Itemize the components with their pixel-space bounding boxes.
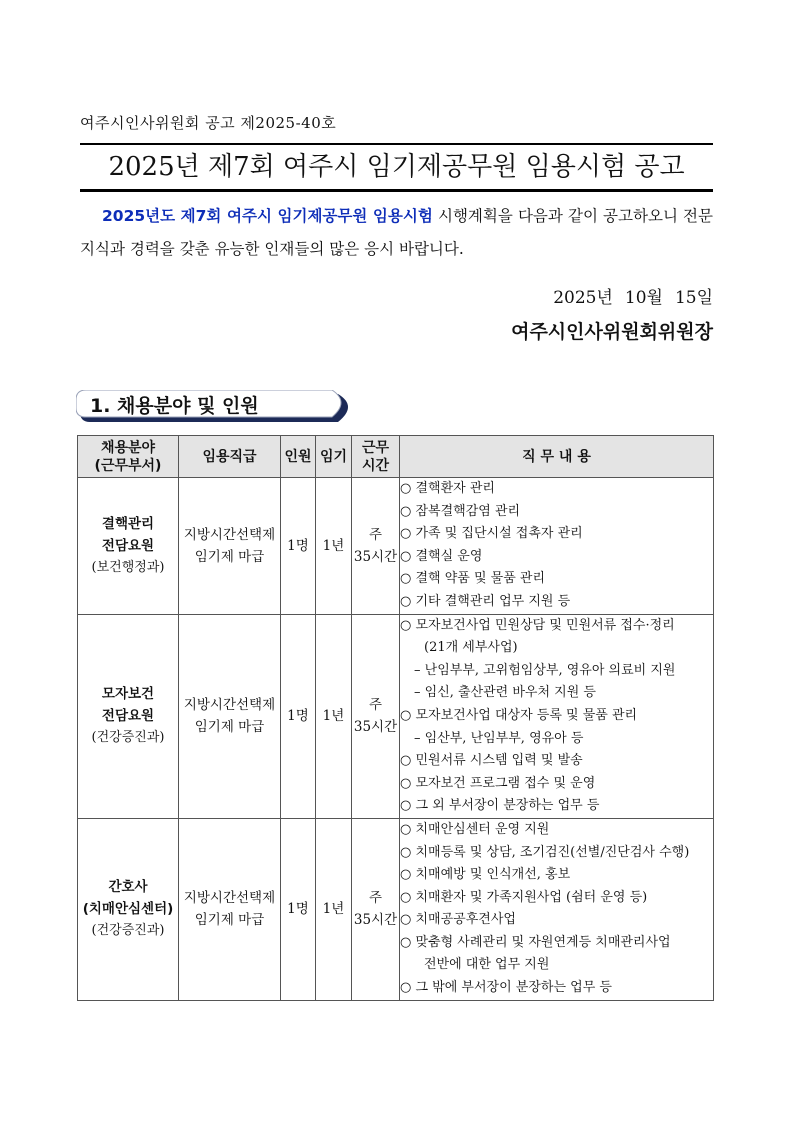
- duty-line: ○ 치매공공후견사업: [400, 912, 516, 928]
- cell-count: 1명: [281, 478, 316, 615]
- page-title: 2025년 제7회 여주시 임기제공무원 임용시험 공고: [80, 143, 713, 192]
- table-row: [78, 614, 714, 818]
- header-field: 채용분야 (근무부서): [78, 436, 179, 478]
- header-count: 인원: [281, 436, 316, 478]
- duty-line: ○ 그 밖에 부서장이 분장하는 업무 등: [400, 980, 612, 996]
- field-dept: (건강증진과): [91, 730, 165, 746]
- duty-line: ○ 모자보건 프로그램 접수 및 운영: [400, 775, 596, 791]
- duty-line: ○ 결핵 약품 및 물품 관리: [400, 571, 546, 587]
- cell-term: 1년: [316, 614, 352, 818]
- date-year: 2025년: [553, 288, 613, 308]
- section-1-heading: [76, 390, 358, 422]
- notice-number: 여주시인사위원회 공고 제2025-40호: [80, 114, 337, 132]
- duty-line: ○ 치매안심센터 운영 지원: [400, 821, 550, 837]
- cell-hours: 주 35시간: [352, 478, 400, 615]
- cell-field: [78, 818, 179, 1000]
- field-name-line2: 전담요원: [101, 537, 155, 554]
- cell-field: [78, 478, 179, 615]
- section-1-title: 1. 채용분야 및 인원: [90, 395, 259, 417]
- intro-paragraph: [80, 200, 713, 266]
- duty-line: ○ 잠복결핵감염 관리: [400, 503, 521, 519]
- signer: 여주시인사위원회위원장: [511, 321, 713, 343]
- header-term: 임기: [316, 436, 352, 478]
- field-name-line1: 간호사: [108, 879, 148, 896]
- duty-line: ○ 민원서류 시스템 입력 및 발송: [400, 753, 583, 769]
- table-row: [78, 478, 714, 615]
- field-name-line1: 모자보건: [101, 686, 155, 703]
- field-dept: (보건행정과): [91, 559, 165, 575]
- duty-line: ○ 기타 결핵관리 업무 지원 등: [400, 593, 571, 609]
- duty-line: ○ 모자보건사업 민원상담 및 민원서류 접수·정리: [400, 617, 675, 633]
- intro-highlight: 2025년도 제7회 여주시 임기제공무원 임용시험: [102, 207, 433, 225]
- cell-field: [78, 614, 179, 818]
- cell-count: 1명: [281, 614, 316, 818]
- duty-line: ○ 그 외 부서장이 분장하는 업무 등: [400, 798, 600, 814]
- duty-line: ○ 결핵실 운영: [400, 548, 483, 564]
- cell-term: 1년: [316, 818, 352, 1000]
- cell-grade: 지방시간선택제 임기제 마급: [179, 614, 281, 818]
- duty-line: ○ 치매예방 및 인식개선, 홍보: [400, 867, 571, 883]
- duty-line: ○ 결핵환자 관리: [400, 481, 495, 496]
- cell-grade: 지방시간선택제 임기제 마급: [179, 478, 281, 615]
- duty-line: – 임산부, 난임부부, 영유아 등: [414, 730, 584, 746]
- date-month: 10월: [624, 288, 663, 308]
- field-dept: (건강증진과): [91, 923, 165, 939]
- duty-line: ○ 치매등록 및 상담, 조기검진(선별/진단검사 수행): [400, 844, 690, 860]
- recruitment-table: [77, 435, 714, 1001]
- date-day: 15일: [674, 288, 713, 308]
- header-hours: 근무 시간: [352, 436, 400, 478]
- cell-duties: [400, 818, 714, 1000]
- duty-line: – 난임부부, 고위험임상부, 영유아 의료비 지원: [414, 662, 676, 678]
- duty-line: 전반에 대한 업무 지원: [424, 957, 550, 973]
- field-name-line1: 결핵관리: [101, 515, 155, 532]
- cell-hours: 주 35시간: [352, 818, 400, 1000]
- cell-hours: 주 35시간: [352, 614, 400, 818]
- duty-line: ○ 치매환자 및 가족지원사업 (쉼터 운영 등): [400, 889, 648, 905]
- duty-line: – 임신, 출산관련 바우처 지원 등: [414, 685, 596, 701]
- announcement-date: [541, 283, 713, 308]
- duty-line: ○ 가족 및 집단시설 접촉자 관리: [400, 526, 583, 542]
- table-row: [78, 818, 714, 1000]
- cell-term: 1년: [316, 478, 352, 615]
- cell-duties: [400, 614, 714, 818]
- header-duties: 직 무 내 용: [400, 436, 714, 478]
- cell-grade: 지방시간선택제 임기제 마급: [179, 818, 281, 1000]
- field-name-line2: 전담요원: [101, 708, 155, 725]
- cell-count: 1명: [281, 818, 316, 1000]
- header-grade: 임용직급: [179, 436, 281, 478]
- table-header-row: [78, 436, 714, 478]
- intro-text: 시행계획을 다음과 같이 공고하오니 전문지식과 경력을 갖춘 유능한 인재들의 많은 응시 바랍니다.: [80, 207, 713, 258]
- field-name-line2: (치매안심센터): [82, 901, 174, 918]
- cell-duties: [400, 478, 714, 615]
- duty-line: (21개 세부사업): [424, 640, 518, 656]
- duty-line: ○ 모자보건사업 대상자 등록 및 물품 관리: [400, 707, 638, 723]
- duty-line: ○ 맞춤형 사례관리 및 자원연계등 치매관리사업: [400, 934, 671, 950]
